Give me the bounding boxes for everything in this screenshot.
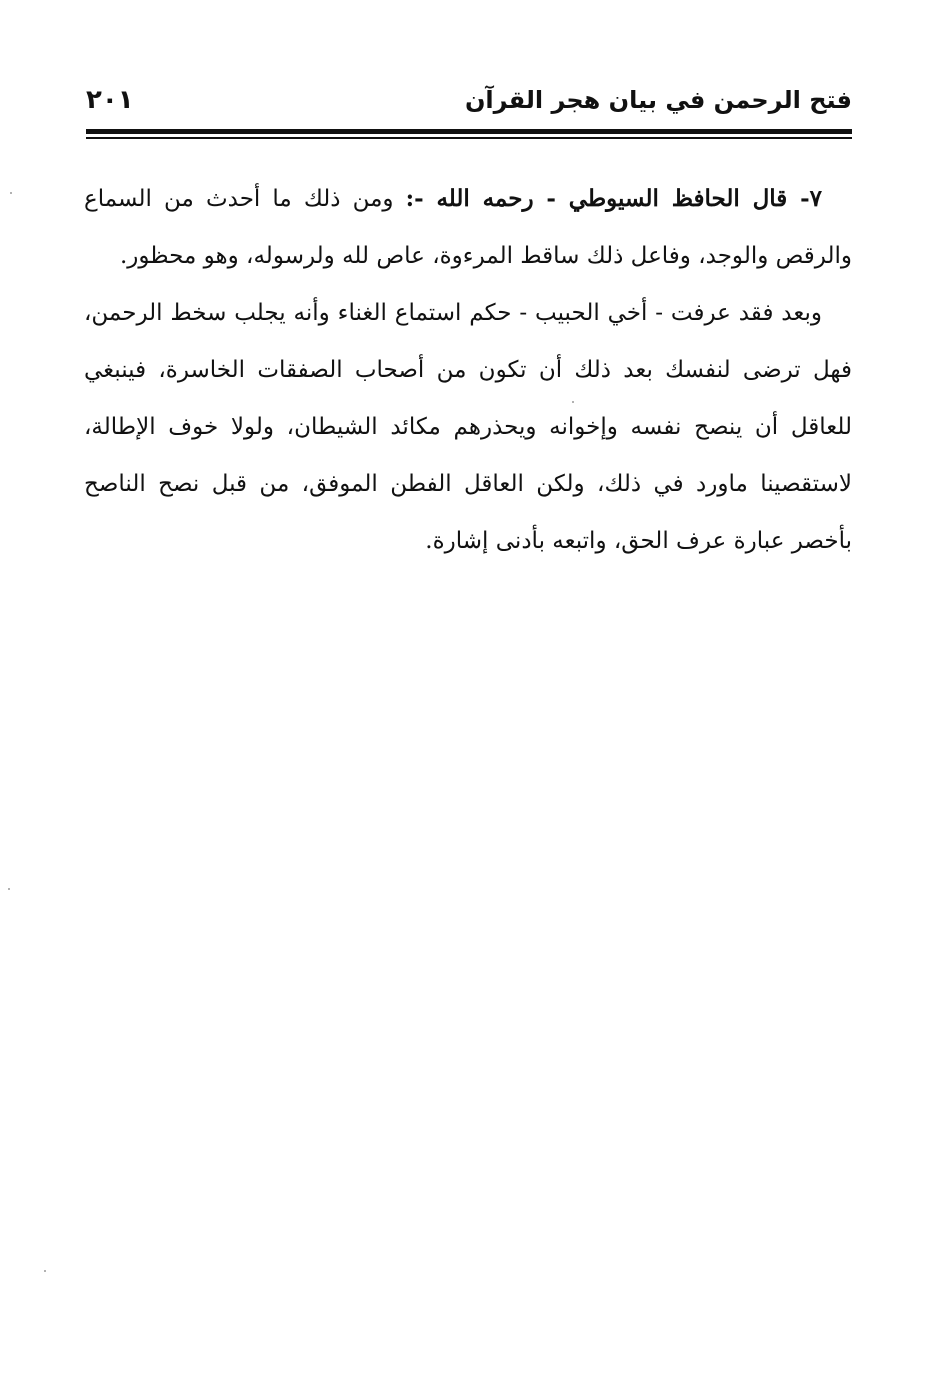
scan-speck [44,1270,46,1272]
header-rule-thick [86,129,852,134]
page-number: ٢٠١ [86,85,134,115]
page-header [86,84,852,124]
running-title: فتح الرحمن في بيان هجر القرآن [464,86,852,114]
header-rule-thin [86,137,852,139]
scan-speck [572,401,574,403]
scan-speck [8,888,10,890]
paragraph-1 [84,170,852,285]
paragraph-2: وبعد فقد عرفت - أخي الحبيب - حكم استماع الغناء وأنه يجلب سخط الرحمن، فهل ترضى لنفسك بعد ذلك أن تكون من أصحاب الصفقات الخاسرة، فينبغي للعاقل أن ينصح نفسه وإخوانه ويحذرهم مكائد الشيطان، ولولا خوف الإطالة، لاستقصينا ماورد في ذلك، ولكن العاقل الفطن الموفق، من قبل نصح الناصح بأخصر عبارة عرف الحق، واتبعه بأدنى إشارة. [84,300,852,554]
paragraph-1-text: ومن ذلك ما أحدث من السماع والرقص والوجد، وفاعل ذلك ساقط المرءوة، عاص لله ولرسوله، وهو محظور. [84,186,852,269]
scan-speck [10,192,12,194]
paragraph-1-lead: ٧- قال الحافظ السيوطي - رحمه الله -: [405,185,823,212]
body-text [84,170,852,570]
